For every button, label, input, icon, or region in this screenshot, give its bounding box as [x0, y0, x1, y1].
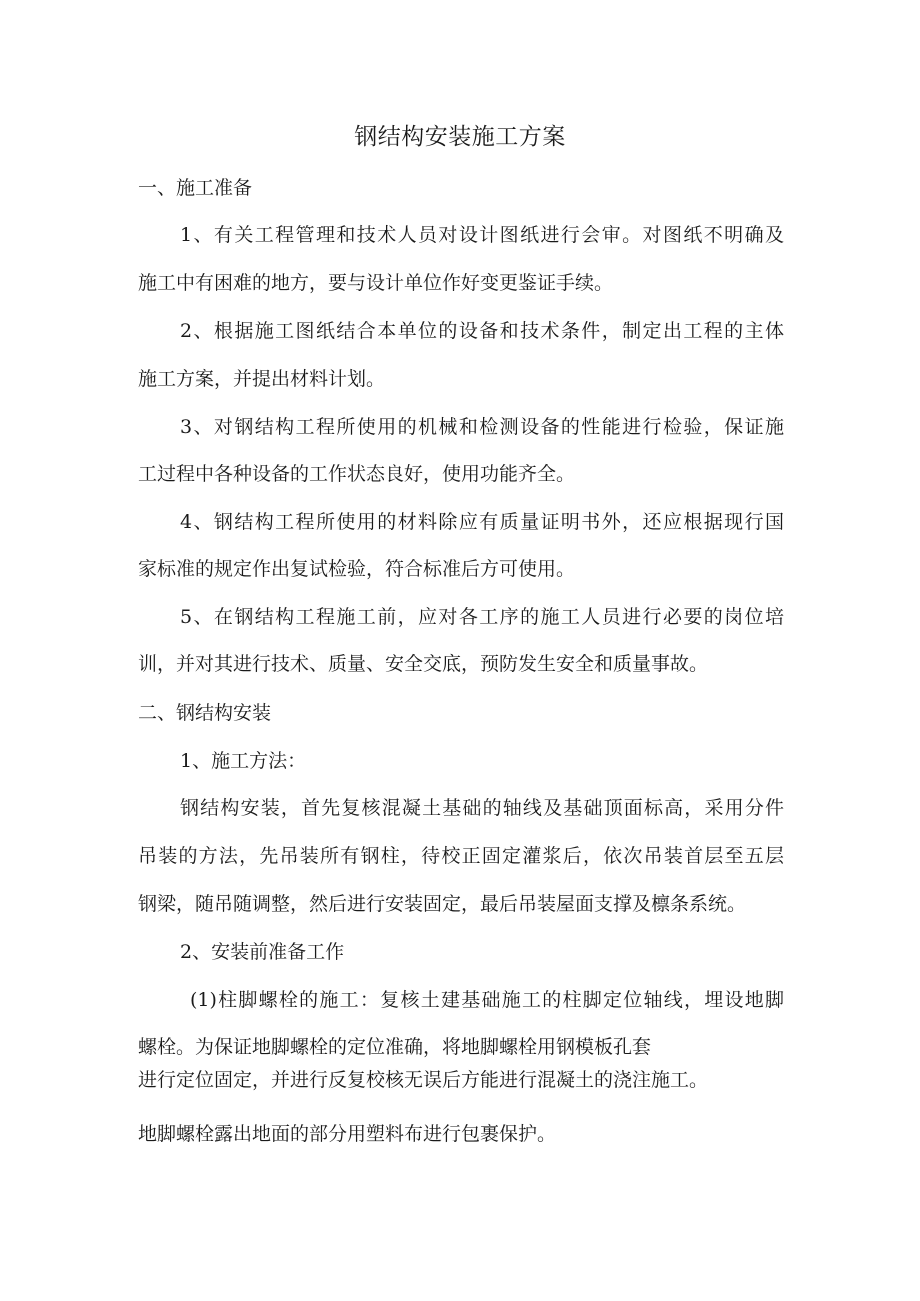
section-heading-installation: 二、钢结构安装	[138, 702, 272, 724]
paragraph-line: 螺栓。为保证地脚螺栓的定位准确，将地脚螺栓用钢模板孔套	[138, 1036, 652, 1058]
paragraph-line: 钢梁，随吊随调整，然后进行安装固定，最后吊装屋面支撑及檩条系统。	[138, 893, 747, 915]
paragraph-line: 5、在钢结构工程施工前，应对各工序的施工人员进行必要的岗位培	[180, 606, 784, 628]
paragraph-line: 4、钢结构工程所使用的材料除应有质量证明书外，还应根据现行国	[180, 511, 784, 533]
section-heading-preparation: 一、施工准备	[138, 177, 253, 199]
document-title: 钢结构安装施工方案	[354, 124, 566, 150]
paragraph-line: 地脚螺栓露出地面的部分用塑料布进行包裹保护。	[138, 1123, 557, 1145]
paragraph-line: (1)柱脚螺栓的施工：复核土建基础施工的柱脚定位轴线，埋设地脚	[190, 989, 784, 1011]
subheading-preparation-work: 2、安装前准备工作	[180, 941, 345, 963]
paragraph-line: 钢结构安装，首先复核混凝土基础的轴线及基础顶面标高，采用分件	[180, 797, 784, 819]
paragraph-line: 2、根据施工图纸结合本单位的设备和技术条件，制定出工程的主体	[180, 320, 784, 342]
paragraph-line: 家标准的规定作出复试检验，符合标准后方可使用。	[138, 558, 576, 580]
paragraph-line: 1、有关工程管理和技术人员对设计图纸进行会审。对图纸不明确及	[180, 224, 784, 246]
paragraph-line: 吊装的方法，先吊装所有钢柱，待校正固定灌浆后，依次吊装首层至五层	[138, 845, 784, 867]
paragraph-line: 施工方案，并提出材料计划。	[138, 368, 386, 390]
paragraph-line: 工过程中各种设备的工作状态良好，使用功能齐全。	[138, 463, 576, 485]
paragraph-line: 进行定位固定，并进行反复校核无误后方能进行混凝土的浇注施工。	[138, 1069, 709, 1091]
paragraph-line: 3、对钢结构工程所使用的机械和检测设备的性能进行检验，保证施	[180, 416, 784, 438]
paragraph-line: 训，并对其进行技术、质量、安全交底，预防发生安全和质量事故。	[138, 653, 709, 675]
paragraph-line: 施工中有困难的地方，要与设计单位作好变更鉴证手续。	[138, 272, 614, 294]
subheading-construction-method: 1、施工方法：	[180, 750, 307, 772]
